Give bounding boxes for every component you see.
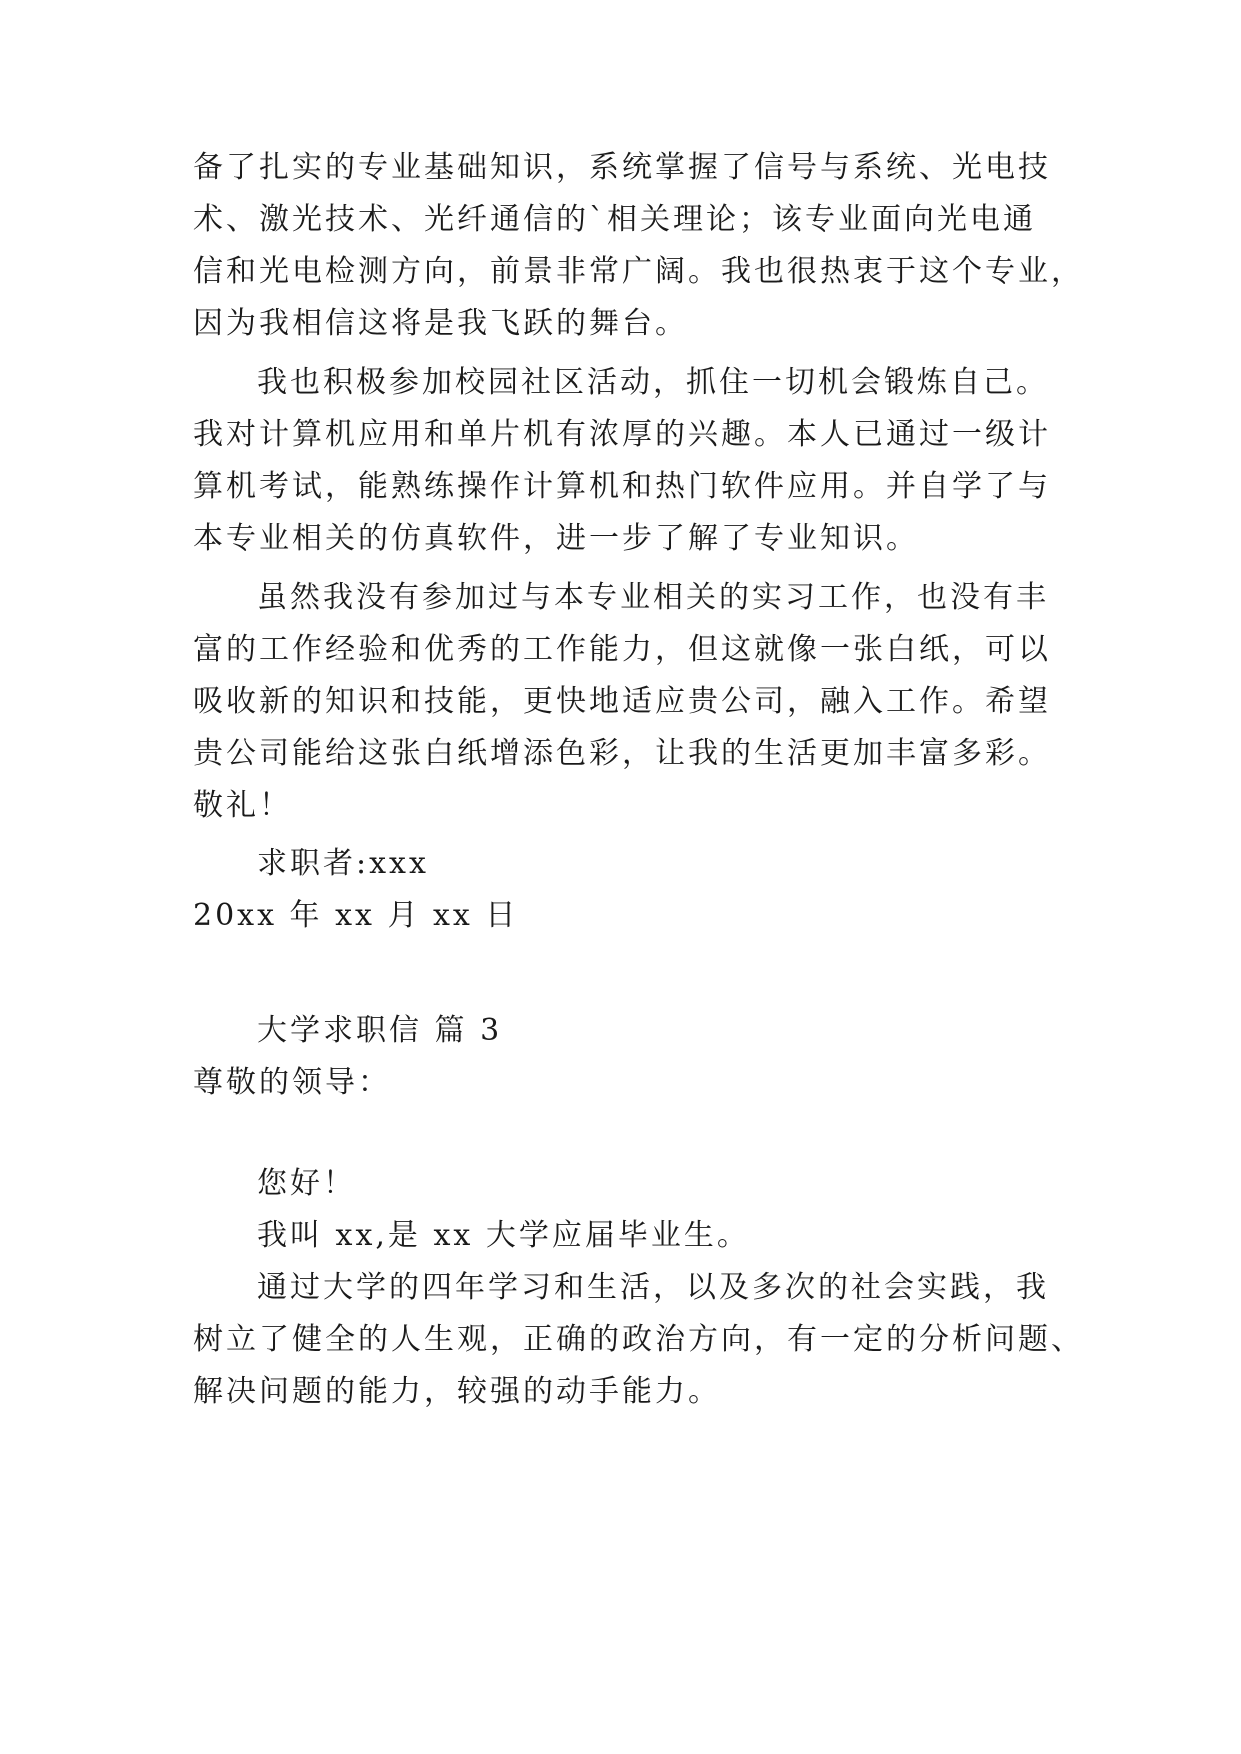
body-line: 虽然我没有参加过与本专业相关的实习工作，也没有丰 bbox=[257, 580, 1049, 615]
body-line: 本专业相关的仿真软件，进一步了解了专业知识。 bbox=[193, 521, 919, 556]
signature-date: 20xx 年 xx 月 xx 日 bbox=[193, 898, 519, 933]
body-line: 树立了健全的人生观，正确的政治方向，有一定的分析问题、 bbox=[193, 1322, 1084, 1357]
body-line: 富的工作经验和优秀的工作能力，但这就像一张白纸，可以 bbox=[193, 632, 1051, 667]
body-line: 通过大学的四年学习和生活，以及多次的社会实践，我 bbox=[257, 1270, 1049, 1305]
closing-salutation: 敬礼！ bbox=[193, 788, 292, 823]
body-line: 我也积极参加校园社区活动，抓住一切机会锻炼自己。 bbox=[257, 365, 1049, 400]
body-line: 我对计算机应用和单片机有浓厚的兴趣。本人已通过一级计 bbox=[193, 417, 1051, 452]
body-line: 因为我相信这将是我飞跃的舞台。 bbox=[193, 306, 688, 341]
body-line: 解决问题的能力，较强的动手能力。 bbox=[193, 1374, 721, 1409]
body-line: 术、激光技术、光纤通信的`相关理论；该专业面向光电通 bbox=[193, 202, 1036, 237]
body-line: 贵公司能给这张白纸增添色彩，让我的生活更加丰富多彩。 bbox=[193, 736, 1051, 771]
body-line: 我叫 xx,是 xx 大学应届毕业生。 bbox=[257, 1218, 750, 1253]
section-heading: 大学求职信 篇 3 bbox=[257, 1013, 503, 1048]
body-line: 算机考试，能熟练操作计算机和热门软件应用。并自学了与 bbox=[193, 469, 1051, 504]
body-line: 信和光电检测方向，前景非常广阔。我也很热衷于这个专业， bbox=[193, 254, 1084, 289]
greeting: 您好！ bbox=[257, 1166, 356, 1201]
body-line: 备了扎实的专业基础知识，系统掌握了信号与系统、光电技 bbox=[193, 150, 1051, 185]
body-line: 吸收新的知识和技能，更快地适应贵公司，融入工作。希望 bbox=[193, 684, 1051, 719]
letter-salutation: 尊敬的领导： bbox=[193, 1065, 391, 1100]
signature-applicant: 求职者:xxx bbox=[257, 846, 429, 881]
